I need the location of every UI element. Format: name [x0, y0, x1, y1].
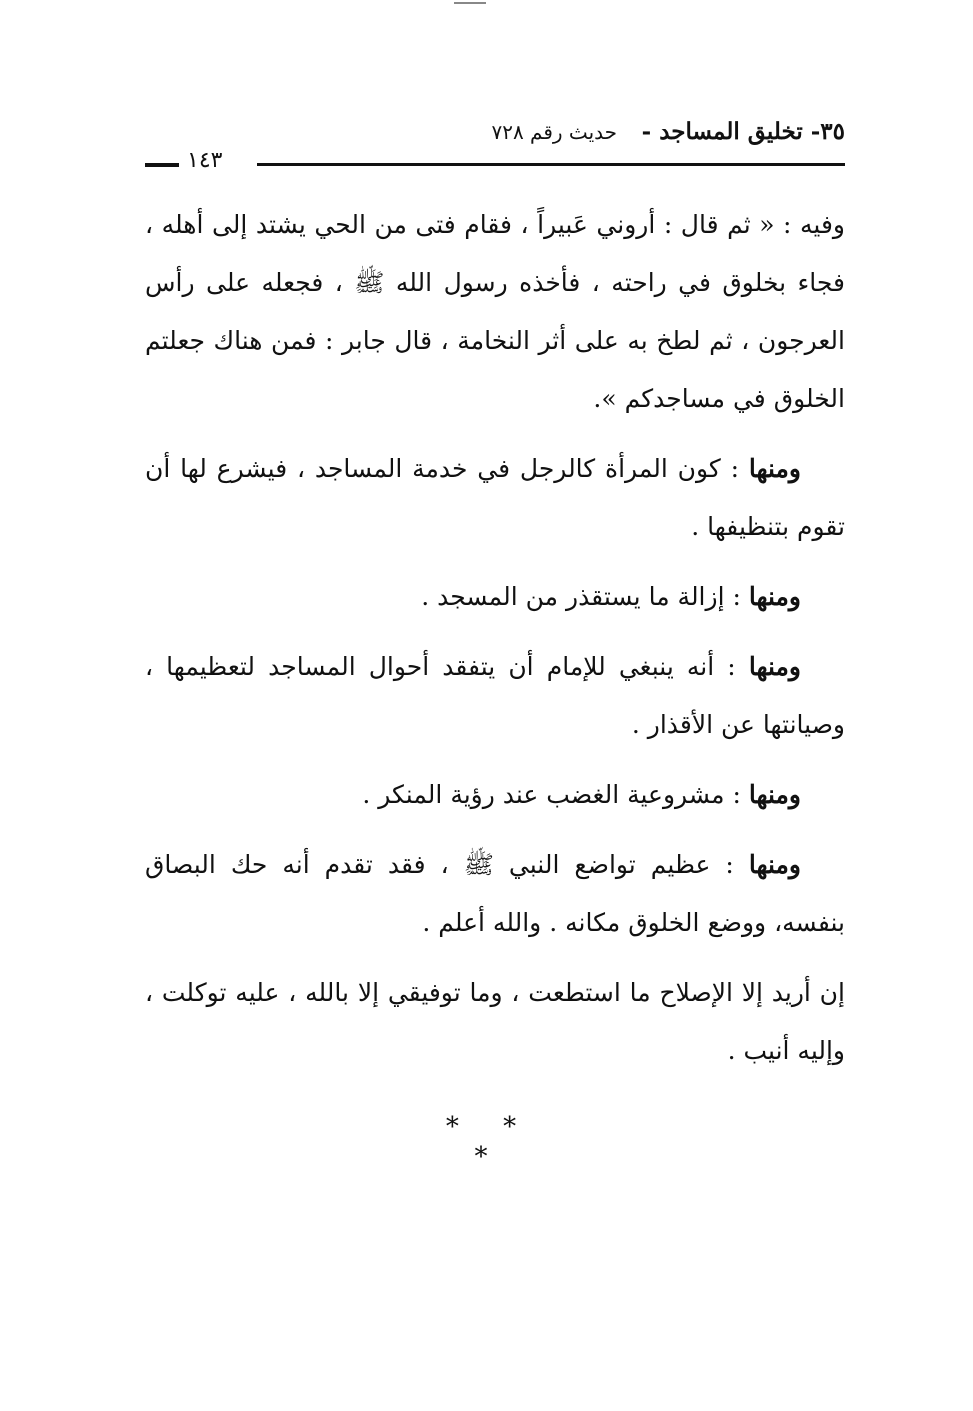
paragraph-benefit	[145, 638, 845, 754]
page-number: ١٤٣	[187, 148, 223, 173]
paragraph-lead: ومنها	[748, 582, 801, 611]
section-separator: * * *	[445, 1112, 535, 1172]
paragraph-benefit	[145, 836, 845, 952]
top-mark	[454, 2, 486, 4]
paragraph-text: : مشروعية الغضب عند رؤية المنكر .	[362, 780, 749, 809]
paragraph-text: : عظيم تواضع النبي ﷺ ، فقد تقدم أنه حك البصاق بنفسه، ووضع الخلوق مكانه . والله أعلم .	[145, 850, 845, 937]
paragraph-closing	[145, 964, 845, 1080]
paragraph-lead: ومنها	[748, 780, 801, 809]
paragraph-lead: ومنها	[748, 652, 801, 681]
chapter-title: ٣٥- تخليق المساجد -	[641, 118, 845, 145]
paragraph-lead: ومنها	[748, 454, 801, 483]
page-header	[145, 118, 845, 174]
paragraph-text: إن أريد إلا الإصلاح ما استطعت ، وما توفيقي إلا بالله ، عليه توكلت ، وإليه أنيب .	[145, 978, 845, 1065]
page-body	[145, 196, 845, 1092]
header-rule	[257, 163, 845, 166]
paragraph-text: : أنه ينبغي للإمام أن يتفقد أحوال المساجد لتعظيمها ، وصيانتها عن الأقذار .	[145, 652, 845, 739]
paragraph-benefit	[145, 766, 845, 824]
paragraph-benefit	[145, 568, 845, 626]
paragraph-text: : كون المرأة كالرجل في خدمة المساجد ، فيشرع لها أن تقوم بتنظيفها .	[145, 454, 845, 541]
hadith-number: حديث رقم ٧٢٨	[491, 120, 617, 144]
paragraph-lead: ومنها	[748, 850, 801, 879]
paragraph-text: وفيه : « ثم قال : أروني عَبيراً ، فقام فتى من الحي يشتد إلى أهله ، فجاء بخلوق في راحته ، فأخذه رسول الله ﷺ ، فجعله على رأس العرجون ، ثم لطخ به على أثر النخامة ، قال جابر : فمن هناك جعلتم الخلوق في مساجدكم ».	[145, 210, 845, 413]
paragraph-benefit	[145, 440, 845, 556]
page-number-dash	[145, 163, 179, 167]
paragraph-quote	[145, 196, 845, 428]
paragraph-text: : إزالة ما يستقذر من المسجد .	[421, 582, 749, 611]
